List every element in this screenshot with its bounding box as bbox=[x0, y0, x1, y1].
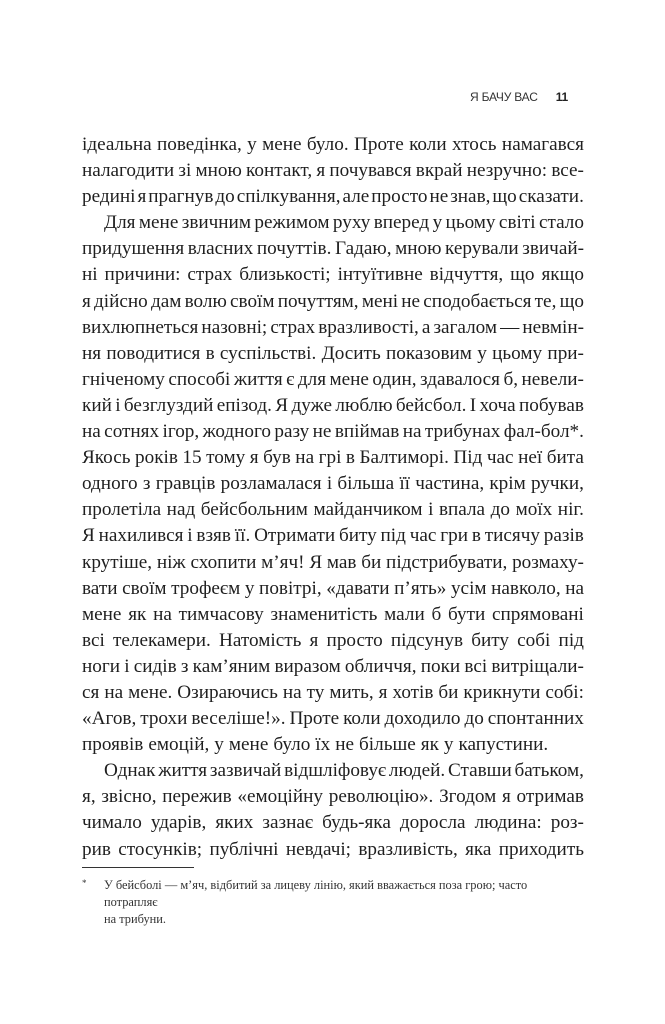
running-title: Я БАЧУ ВАС bbox=[470, 90, 538, 104]
text-line: налагодити зі мною контакт, я почувався вкрай незручно: все- bbox=[82, 160, 584, 182]
text-line: ноги і сидів з кам’яним виразом обличчя, поки всі витріщали- bbox=[82, 655, 584, 677]
text-line: пролетіла над бейсбольним майданчиком і впала до моїх ніг. bbox=[82, 499, 584, 521]
text-line: придушення власних почуттів. Гадаю, мною керували звичай- bbox=[82, 238, 584, 260]
text-line: редині я прагнув до спілкування, але просто не знав, що сказати. bbox=[82, 186, 584, 208]
text-line: рив стосунків; публічні невдачі; вразливість, яка приходить bbox=[82, 838, 584, 860]
text-line: на сотнях ігор, жодного разу не впіймав на трибунах фал-бол*. bbox=[82, 421, 584, 443]
footnote bbox=[82, 877, 562, 928]
text-line: «Агов, трохи веселіше!». Проте коли доходило до спонтанних bbox=[82, 708, 584, 730]
text-line: ні причини: страх близькості; інтуїтивне відчуття, що якщо bbox=[82, 264, 584, 286]
text-line: мене як на тимчасову знаменитість мали б бути спрямовані bbox=[82, 603, 584, 625]
text-line: Я нахилився і взяв її. Отримати биту під час гри в тисячу разів bbox=[82, 525, 584, 547]
body-text bbox=[82, 132, 584, 863]
text-line: Однак життя зазвичай відшліфовує людей. Ставши батьком, bbox=[104, 760, 584, 782]
text-line: я, звісно, пережив «емоційну революцію». Згодом я отримав bbox=[82, 786, 584, 808]
footnote-marker: * bbox=[82, 878, 87, 888]
text-line: всі телекамери. Натомість я просто підсунув биту собі під bbox=[82, 629, 584, 651]
text-line: крутіше, ніж схопити м’яч! Я мав би підстрибувати, розмаху- bbox=[82, 551, 584, 573]
text-line: ся на мене. Озираючись на ту мить, я хотів би крикнути собі: bbox=[82, 681, 584, 703]
text-line: чимало ударів, яких зазнає будь-яка доросла людина: роз- bbox=[82, 812, 584, 834]
text-line: проявів емоцій, у мене було їх не більше як у капустини. bbox=[82, 734, 549, 756]
page-number: 11 bbox=[555, 90, 568, 104]
footnote-line: на трибуни. bbox=[104, 912, 167, 926]
footnote-line: У бейсболі — м’яч, відбитий за лицеву лінію, який вважається поза грою; часто потрапляє bbox=[104, 878, 528, 909]
text-line: Якось років 15 тому я був на грі в Балтиморі. Під час неї бита bbox=[82, 447, 584, 469]
text-line: вати своїм трофеєм у повітрі, «давати п’ять» усім навколо, на bbox=[82, 577, 584, 599]
text-line: Для мене звичним режимом руху вперед у цьому світі стало bbox=[104, 212, 584, 234]
text-line: ідеальна поведінка, у мене було. Проте коли хтось намагався bbox=[82, 134, 584, 155]
text-line: ня поводитися в суспільстві. Досить показовим у цьому при- bbox=[82, 342, 584, 364]
text-line: я дійсно дам волю своїм почуттям, мені не сподобається те, що bbox=[82, 290, 584, 312]
running-header bbox=[470, 90, 568, 104]
footnote-divider bbox=[82, 867, 194, 868]
footnote-text bbox=[104, 877, 562, 928]
text-line: кий і безглуздий епізод. Я дуже люблю бейсбол. І хоча побував bbox=[82, 394, 584, 416]
text-line: вихлюпнеться назовні; страх вразливості, а загалом — невмін- bbox=[82, 316, 584, 338]
text-line: гніченому способі життя є для мене один, здавалося б, невели- bbox=[82, 368, 584, 390]
text-line: одного з гравців розламалася і більша її частина, крім ручки, bbox=[82, 473, 584, 495]
